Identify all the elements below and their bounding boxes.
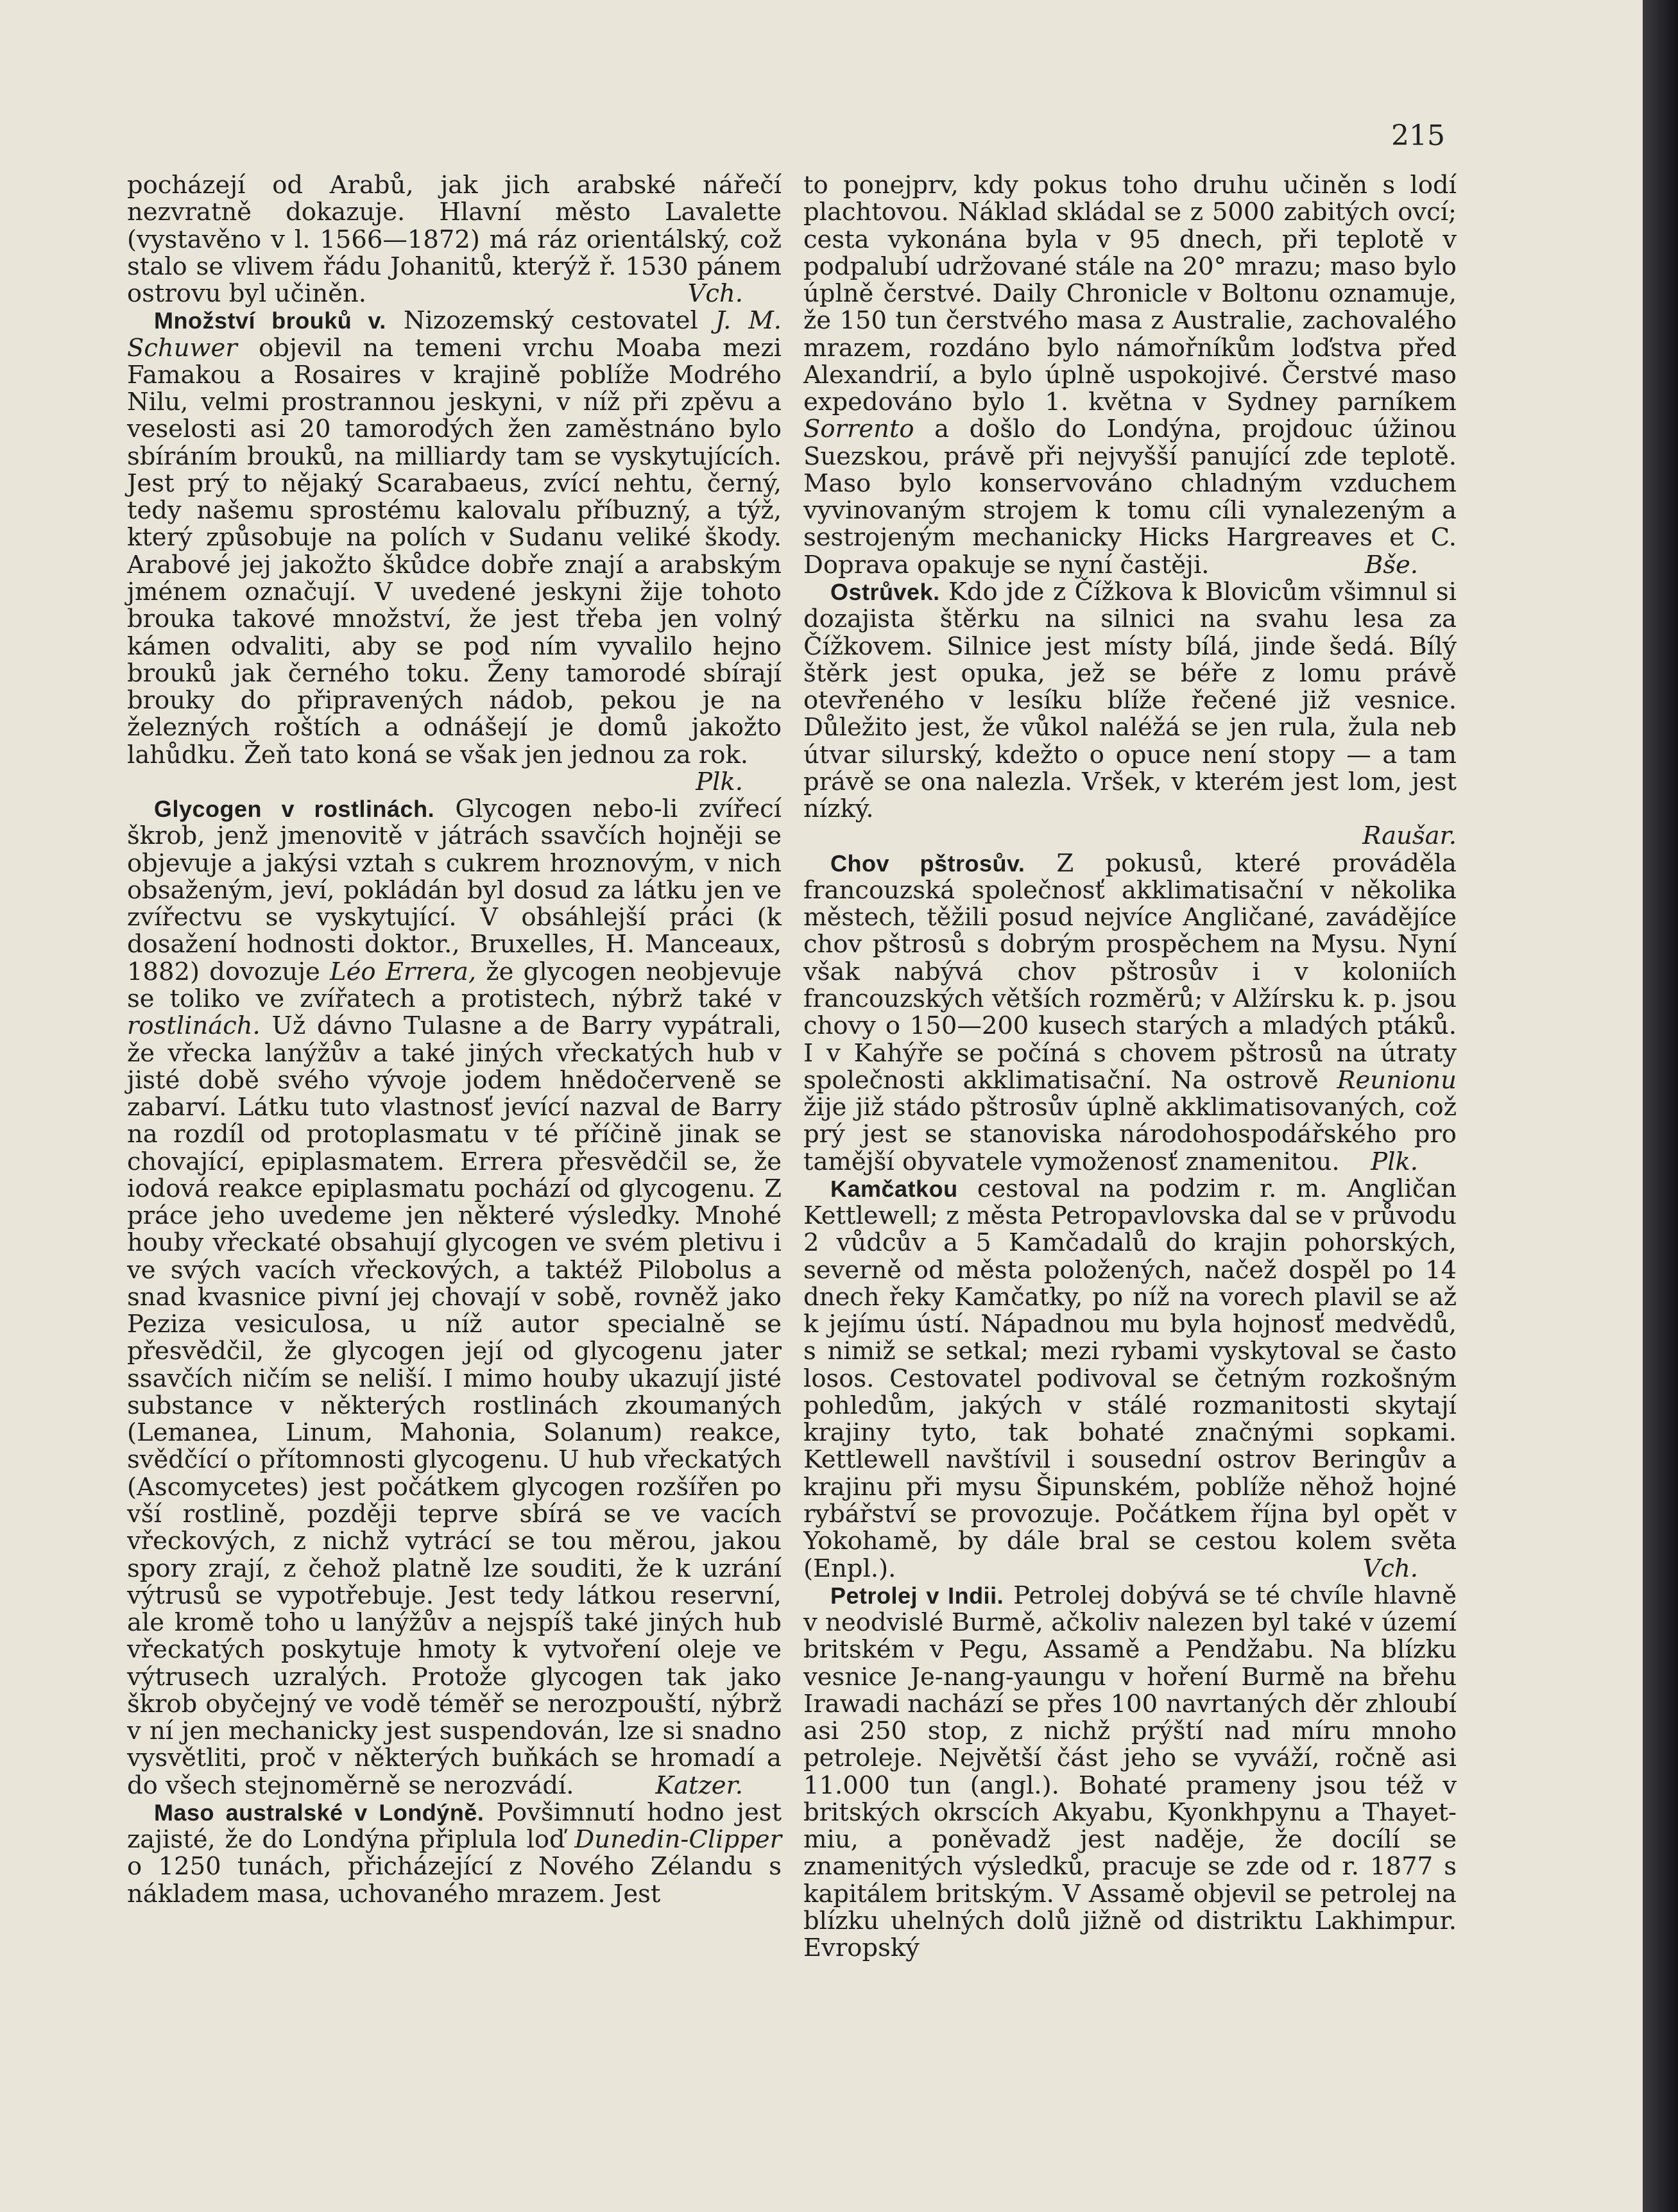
paragraph-pstrosi <box>803 850 1457 1176</box>
paragraph-text: o 1250 tunách, přicházející z Nového Zélandu s nákladem masa, uchovaného mrazem. Jest <box>127 1852 782 1908</box>
paragraph-text: to ponejprv, kdy pokus toho druhu učiněn s lodí plachtovou. Náklad skládal se z 5000 zabitých ovcí; cesta vykonána byla v 95 dnech, při teplotě v podpalubí udržované stále na 20° mrazu; maso bylo úplně čerstvé. Daily Chronicle v Boltonu oznamuje, že 150 tun čerstvého masa z Australie, zachovalého mrazem, rozdáno bylo námořníkům loďstva před Alexandrií, a bylo úplně uspokojivé. Čerstvé maso expedováno bylo 1. května v Sydney parníkem <box>803 171 1457 417</box>
paragraph-maso <box>127 1799 782 1908</box>
paragraph-text: Nizozemský cestovatel <box>403 306 698 336</box>
paragraph-maso-cont <box>803 172 1457 579</box>
scan-edge <box>1643 0 1678 2212</box>
person-name: Léo Errera, <box>330 957 477 986</box>
section-heading: Kamčatkou <box>830 1175 958 1202</box>
paragraph-text: a došlo do Londýna, projdouc úžinou Suezskou, právě při nejvyšší panující zde teplotě. Maso bylo konservováno chladným vzduchem vyvinovaným strojem k tomu cíli vynalezeným a sestrojeným mechanicky Hicks Hargreaves et C. Doprava opakuje se nyní častěji. <box>803 415 1457 579</box>
paragraph-glycogen <box>127 796 782 1799</box>
author-signature: Vch. <box>1362 1554 1418 1583</box>
author-signature: Plk. <box>696 767 743 796</box>
ship-name: Sorrento <box>803 415 914 444</box>
paragraph-text: Kdo jde z Čížkova k Blovicům všimnul si dozajista štěrku na silnici na svahu lesa za Čížkovem. Silnice jest místy bílá, jinde šedá. Bílý štěrk jest opuka, jež se béře z lomu právě otevřeného v lesíku blíže řečené již vesnice. Důležito jest, že vůkol naléžá se jen rula, žula neb útvar silurský, kdežto o opuce není stopy — a tam právě se ona nalezla. Vršek, v kterém jest lom, jest nízký. <box>803 577 1457 824</box>
place-name: Reunionu <box>1337 1065 1457 1095</box>
person-name: J. M. Schuwer <box>127 306 782 363</box>
author-signature: Vch. <box>687 279 743 309</box>
section-heading: Chov pštrosův. <box>830 850 1025 877</box>
paragraph-text: Petrolej dobývá se té chvíle hlavně v neodvislé Burmě, ačkoliv nalezen byl také v území britském v Pegu, Assamě a Pendžabu. Na blízku vesnice Je-nang-yaungu v hoření Burmě na břehu Irawadi nachází se přes 100 navrtaných děr zhloubí asi 250 stop, z nichž prýští nad míru mnoho petroleje. Největší část jeho se vyváží, ročně asi 11.000 tun (angl.). Bohaté prameny jsou též v britských okrscích Akyabu, Kyonkhpynu a Thayet-miu, a poněvadž jest naděje, že docílí se znamenitých výsledků, pracuje se zde od r. 1877 s kapitálem britským. V Assamě objevil se petrolej na blízku uhelných dolů jižně od distriktu Lakhimpur. Evropský <box>803 1581 1457 1963</box>
page-number: 215 <box>1391 119 1445 152</box>
section-heading: Maso australské v Londýně. <box>154 1799 484 1826</box>
author-signature: Plk. <box>1371 1147 1418 1176</box>
paragraph-text: Povšimnutí hodno jest zajisté, že do Londýna připlula loď <box>127 1797 782 1855</box>
author-signature: Katzer. <box>655 1770 743 1800</box>
paragraph-brouci <box>127 307 782 796</box>
paragraph-text: Z pokusů, které prováděla francouzská společnosť akklimatisační v několika městech, těžili posud nejvíce Angličané, zavádějíce chov pštrosů s dobrým prospěchem na Mysu. Nyní však nabývá chov pštrosův i v koloniích francouzských větších rozměrů; v Alžírsku k. p. jsou chovy o 150—200 kusech starých a mladých ptáků. I v Kahýře se počíná s chovem pštrosů na útraty společnosti akklimatisační. Na ostrově <box>803 848 1457 1095</box>
paragraph-text: pocházejí od Arabů, jak jich arabské nářečí nezvratně dokazuje. Hlavní město Lavalette (vystavěno v l. 1566—1872) má ráz orientálský, což stalo se vlivem řádu Johanitů, kterýž ř. 1530 pánem ostrovu byl učiněn. <box>127 171 782 309</box>
section-heading: Ostrůvek. <box>830 578 940 605</box>
paragraph-petrolej <box>803 1582 1457 1962</box>
emphasis-text: rostlinách. <box>127 1011 261 1041</box>
author-signature: Raušar. <box>1362 821 1457 851</box>
section-heading: Glycogen v rostlinách. <box>154 796 435 823</box>
right-column <box>803 172 1457 1962</box>
section-heading: Petrolej v Indii. <box>830 1582 1004 1609</box>
paragraph-text: Glycogen nebo-li zvířecí škrob, jenž jmenovitě v játrách ssavčích hojněji se objevuje a jakýsi vztah s cukrem hroznovým, v nich obsaženým, jeví, pokládán byl dosud za látku jen ve zvířectvu se vyskytující. V obsáhlejší práci (k dosažení hodnosti doktor., Bruxelles, H. Manceaux, 1882) dovozuje <box>127 794 782 986</box>
paragraph-ostruvek <box>803 579 1457 850</box>
section-heading: Množství brouků v. <box>154 307 386 334</box>
left-column <box>127 172 782 1908</box>
author-signature: Bše. <box>1364 550 1418 579</box>
ship-name: Dunedin-Clipper <box>574 1825 782 1855</box>
paragraph-malta <box>127 172 782 307</box>
paragraph-text: objevil na temeni vrchu Moaba mezi Famakou a Rosaires v krajině poblíže Modrého Nilu, velmi prostrannou jeskyni, v níž při zpěvu a veselosti asi 20 tamorodých žen zaměstnáno bylo sbíráním brouků, na milliardy tam se vyskytujících. Jest prý to nějaký Scarabaeus, zvící nehtu, černý, tedy našemu sprostému kalovalu příbuzný, a týž, který způsobuje na polích v Sudanu veliké škody. Arabové jej jakožto škůdce dobře znají a arabským jménem označují. V uvedené jeskyni žije tohoto brouka takové množství, že jest třeba jen volný kámen odvaliti, aby se pod ním vyvalilo hejno brouků jak černého toku. Ženy tamorodé sbírají brouky do připravených nádob, pekou je na železných roštích a odnášejí je domů jakožto lahůdku. Žeň tato koná se však jen jednou za rok. <box>127 333 782 769</box>
paragraph-text: cestoval na podzim r. m. Angličan Kettlewell; z města Petropavlovska dal se v průvodu 2 vůdcův a 5 Kamčadalů do krajin pohorských, severně od města položených, načež dospěl po 14 dnech řeky Kamčatky, po níž na vorech plavil se až k jejímu ústí. Nápadnou mu byla hojnosť medvědů, s nimiž se setkal; mezi rybami vyskytoval se často losos. Cestovatel podivoval se četným rozkošným pohledům, jakých v stálé rozmanitosti skytají krajiny tyto, tak bohaté značnými sopkami. Kettlewell navštívil i sousední ostrov Beringův a krajinu při mysu Šipunském, poblíže něhož hojné rybářství se provozuje. Počátkem října byl opět v Yokohamě, by dále bral se cestou kolem světa (Enpl.). <box>803 1174 1457 1583</box>
paragraph-text: žije již stádo pštrosův úplně akklimatisovaných, což prý jest se stanoviska národohospodářského pro tamější obyvatele vymoženosť znamenitou. <box>803 1093 1457 1176</box>
paragraph-kamcatka <box>803 1176 1457 1582</box>
paragraph-text: že glycogen neobjevuje se toliko ve zvířatech a protistech, nýbrž také v <box>127 957 782 1013</box>
paragraph-text: Už dávno Tulasne a de Barry vypátrali, že vřecka lanýžův a také jiných vřeckatých hub v jisté době svého vývoje jodem hnědočerveně se zabarví. Látku tuto vlastnosť jevící nazval de Barry na rozdíl od protoplasmatu v té příčině jinak se chovající, epiplasmatem. Errera přesvědčil se, že iodová reakce epiplasmatu pochází od glycogenu. Z práce jeho uvedeme jen některé výsledky. Mnohé houby vřeckaté obsahují glycogen ve svém pletivu i ve svých vacích vřeckových, a taktéž Pilobolus a snad kvasnice pivní jej chovají v sobě, rovněž jako Peziza vesiculosa, u níž autor specialně se přesvědčil, že glycogen její od glycogenu jater ssavčích ničím se neliší. I mimo houby ukazují jisté substance v některých rostlinách zkoumaných (Lemanea, Linum, Mahonia, Solanum) reakce, svědčící o přítomnosti glycogenu. U hub vřeckatých (Ascomycetes) jest počátkem glycogen rozšířen po vší rostlině, později teprve sbírá se ve vacích vřeckových, z nichž vytrácí se tou měrou, jakou spory zrají, z čehož platně lze souditi, že k uzrání výtrusů se vypotřebuje. Jest tedy látkou reservní, ale kromě toho u lanýžův a nejspíš také jiných hub vřeckatých poskytuje hmoty k vytvoření oleje ve výtrusech uzralých. Protože glycogen tak jako škrob obyčejný ve vodě téměř se nerozpouští, nýbrž v ní jen mechanicky jest suspendován, lze si snadno vysvětliti, proč v některých buňkách se hromadí a do všech stejnoměrně se nerozvádí. <box>127 1011 782 1800</box>
